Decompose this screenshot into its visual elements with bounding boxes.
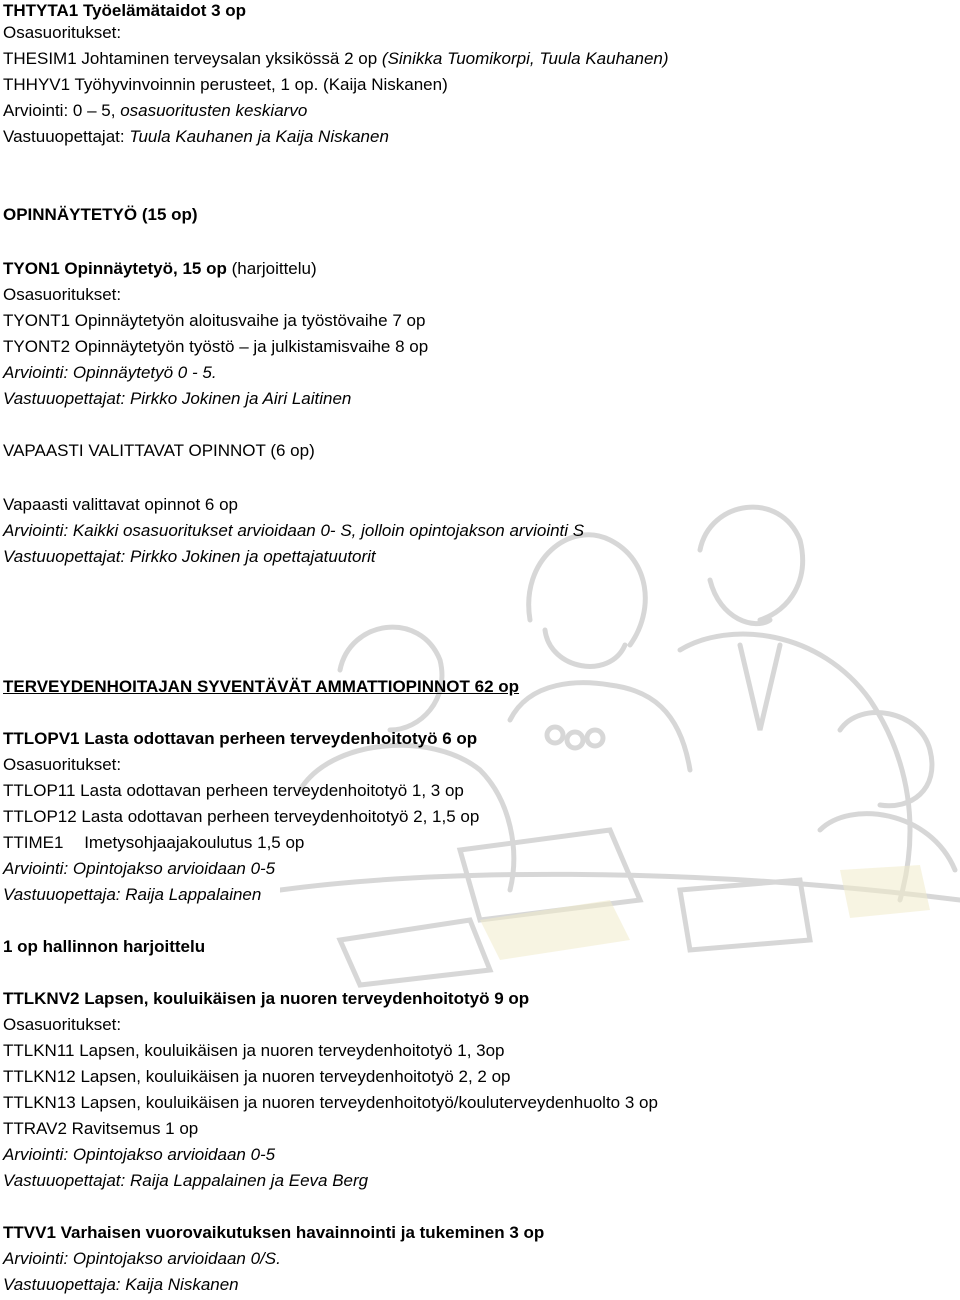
teacher-line: Vastuuopettaja: Kaija Niskanen [3, 1275, 239, 1294]
teachers-value: Tuula Kauhanen ja Kaija Niskanen [129, 127, 389, 146]
subcourse-name: Imetysohjaajakoulutus 1,5 op [84, 833, 305, 852]
grading-line: Arviointi: Opintojakso arvioidaan 0-5 [3, 859, 276, 878]
teacher-line: Vastuuopettaja: Raija Lappalainen [3, 885, 262, 904]
section-heading-opinnaytetyo: OPINNÄYTETYÖ (15 op) [3, 205, 198, 224]
course-title: TYON1 Opinnäytetyö, 15 op [3, 259, 227, 278]
sub-label: Osasuoritukset: [3, 23, 122, 42]
teachers-line [3, 126, 389, 148]
subcourse-teachers: (Sinikka Tuomikorpi, Tuula Kauhanen) [381, 49, 669, 68]
grading-label: Arviointi: 0 – 5, [3, 101, 116, 120]
course-ttvv1: TTVV1 Varhaisen vuorovaikutuksen havainnointi ja tukeminen 3 op [3, 1223, 545, 1242]
grading-value: osasuoritusten keskiarvo [120, 101, 308, 120]
course-note: (harjoittelu) [231, 259, 317, 278]
subcourse-code: TTIME1 [3, 833, 64, 852]
teachers-line: Vastuuopettajat: Raija Lappalainen ja Eeva Berg [3, 1171, 369, 1190]
subcourse-ttlkn12: TTLKN12 Lapsen, kouluikäisen ja nuoren terveydenhoitotyö 2, 2 op [3, 1067, 511, 1086]
subcourse-tyont2: TYONT2 Opinnäytetyön työstö – ja julkistamisvaihe 8 op [3, 337, 429, 356]
subcourse-code: THESIM1 Johtaminen terveysalan yksikössä 2 op [3, 49, 378, 68]
subcourse-ttlop11: TTLOP11 Lasta odottavan perheen terveydenhoitotyö 1, 3 op [3, 781, 464, 800]
course-ttlknv2: TTLKNV2 Lapsen, kouluikäisen ja nuoren terveydenhoitotyö 9 op [3, 989, 530, 1008]
section-heading-hallinto: 1 op hallinnon harjoittelu [3, 937, 206, 956]
teachers-line: Vastuuopettajat: Pirkko Jokinen ja opettajatuutorit [3, 547, 376, 566]
sub-label: Osasuoritukset: [3, 755, 122, 774]
subcourse-ttime1 [3, 832, 304, 854]
subcourse-thhyv1: THHYV1 Työhyvinvoinnin perusteet, 1 op. (Kaija Niskanen) [3, 75, 448, 94]
grading-line: Arviointi: Kaikki osasuoritukset arvioidaan 0- S, jolloin opintojakson arviointi S [3, 521, 585, 540]
course-vapaasti: Vapaasti valittavat opinnot 6 op [3, 495, 239, 514]
sub-label: Osasuoritukset: [3, 1015, 122, 1034]
subcourse-tyont1: TYONT1 Opinnäytetyön aloitusvaihe ja työstövaihe 7 op [3, 311, 426, 330]
subcourse-ttlkn13: TTLKN13 Lapsen, kouluikäisen ja nuoren terveydenhoitotyö/kouluterveydenhuolto 3 op [3, 1093, 658, 1112]
subcourse-ttlop12: TTLOP12 Lasta odottavan perheen terveydenhoitotyö 2, 1,5 op [3, 807, 480, 826]
teachers-line: Vastuuopettajat: Pirkko Jokinen ja Airi Laitinen [3, 389, 352, 408]
course-ttlopv1: TTLOPV1 Lasta odottavan perheen terveydenhoitotyö 6 op [3, 729, 478, 748]
grading-line: Arviointi: Opintojakso arvioidaan 0-5 [3, 1145, 276, 1164]
sub-label: Osasuoritukset: [3, 285, 122, 304]
section-heading-syventavat: TERVEYDENHOITAJAN SYVENTÄVÄT AMMATTIOPINNOT 62 op [3, 677, 520, 696]
subcourse-ttlkn11: TTLKN11 Lapsen, kouluikäisen ja nuoren terveydenhoitotyö 1, 3op [3, 1041, 505, 1060]
subcourse-thesim1 [3, 48, 669, 70]
course-title-thtyta1: THTYTA1 Työelämätaidot 3 op [3, 1, 247, 20]
grading-line: Arviointi: Opintojakso arvioidaan 0/S. [3, 1249, 281, 1268]
grading-line: Arviointi: Opinnäytetyö 0 - 5. [3, 363, 217, 382]
course-tyon1 [3, 258, 317, 280]
grading-line [3, 100, 307, 122]
subcourse-ttrav2: TTRAV2 Ravitsemus 1 op [3, 1119, 199, 1138]
teachers-label: Vastuuopettajat: [3, 127, 125, 146]
section-heading-vapaasti: VAPAASTI VALITTAVAT OPINNOT (6 op) [3, 441, 315, 460]
